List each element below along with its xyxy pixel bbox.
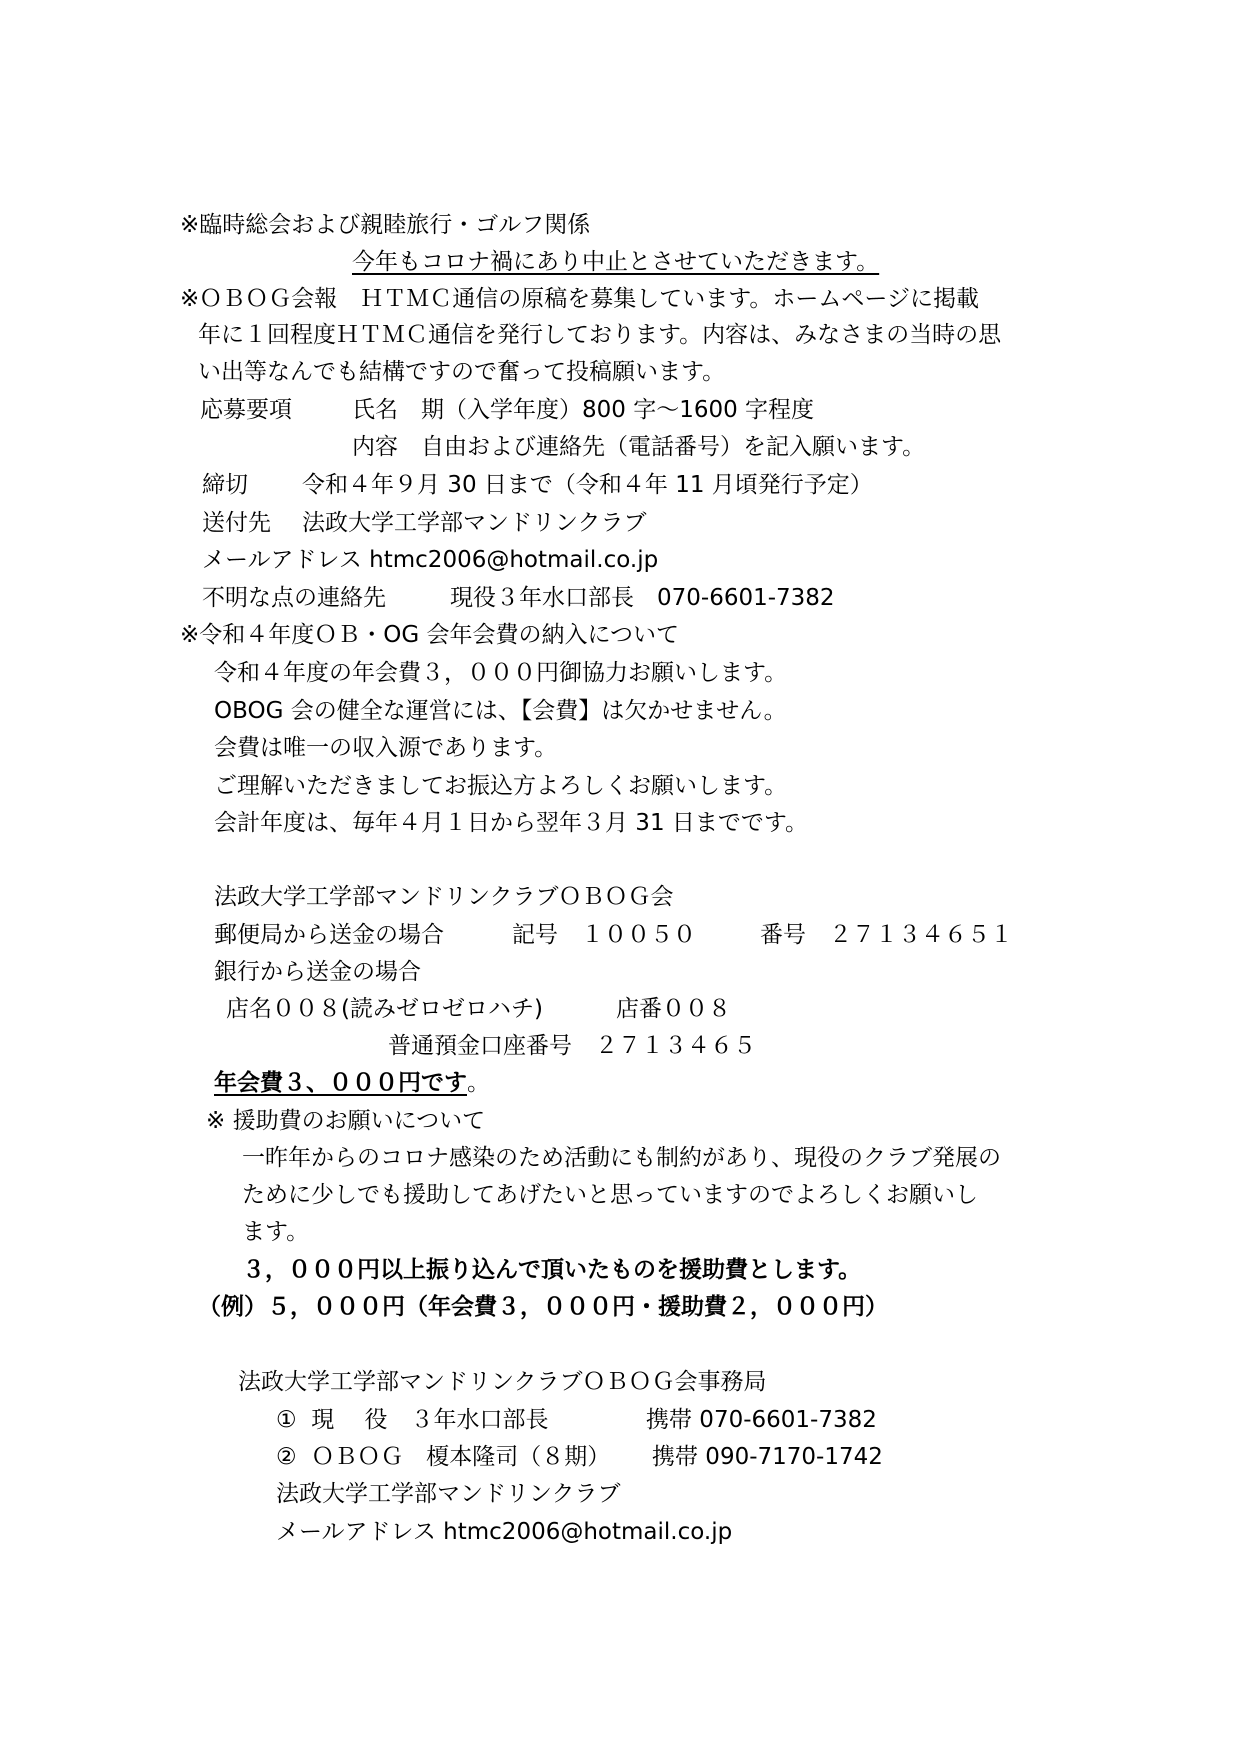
send-to-label: 送付先 [202,510,271,536]
office-club: 法政大学工学部マンドリンクラブ [276,1481,621,1507]
branch-name: 店名００８(読みゼロゼロハチ) [226,996,543,1022]
account-number: 普通預金口座番号 ２７１３４６５ [388,1033,756,1059]
newsletter-body-line1: 年に１回程度ＨＴＭＣ通信を発行しております。内容は、みなさまの当時の思 [198,322,1002,348]
fee-line5: 会計年度は、毎年４月１日から翌年３月 31 日までです。 [214,810,809,836]
deadline: 令和４年９月 30 日まで（令和４年 11 月頃発行予定） [302,472,873,498]
support-example: （例）５，０００円（年会費３，０００円・援助費２，０００円） [198,1294,888,1320]
requirements-name: 氏名 期（入学年度）800 字～1600 字程度 [352,397,815,423]
support-line2: ために少しでも援助してあげたいと思っていますのでよろしくお願いし [242,1182,978,1208]
notice-heading-meeting: ※臨時総会および親睦旅行・ゴルフ関係 [180,212,591,238]
fee-amount-text: 年会費３、０００円です [214,1070,467,1096]
office-contact1-phone: 携帯 070-6601-7382 [646,1407,877,1433]
office-email: メールアドレス htmc2006@hotmail.co.jp [276,1519,733,1545]
support-rule: ３，０００円以上振り込んで頂いたものを援助費とします。 [242,1257,862,1283]
send-to: 法政大学工学部マンドリンクラブ [302,510,647,536]
office-contact1-role: ① 現 役 ３年水口部長 [276,1407,549,1433]
requirements-label: 応募要項 [200,397,292,423]
post-symbol: 記号 １００５０ [512,922,696,948]
fee-amount-note [214,1068,490,1098]
office-contact2-phone: 携帯 090-7170-1742 [652,1444,883,1470]
newsletter-body-line2: い出等なんでも結構ですので奮って投稿願います。 [198,359,726,385]
fee-line3: 会費は唯一の収入源であります。 [214,735,558,761]
newsletter-email: メールアドレス htmc2006@hotmail.co.jp [202,547,659,573]
notice-heading-newsletter: ※ＯＢＯＧ会報 ＨＴＭＣ通信の原稿を募集しています。ホームページに掲載 [180,286,979,312]
notice-heading-fee: ※令和４年度ＯＢ・OG 会年会費の納入について [180,622,680,648]
support-line1: 一昨年からのコロナ感染のため活動にも制約があり、現役のクラブ発展の [242,1145,1001,1171]
fee-amount-period: 。 [467,1070,490,1096]
fee-line2: OBOG 会の健全な運営には、【会費】は欠かせません。 [214,698,787,724]
fee-line1: 令和４年度の年会費３，０００円御協力お願いします。 [214,660,788,686]
contact-info: 現役３年水口部長 070-6601-7382 [450,585,835,611]
deadline-label: 締切 [202,472,248,498]
post-label: 郵便局から送金の場合 [214,922,444,948]
support-heading: ※ 援助費のお願いについて [206,1108,486,1134]
requirements-content: 内容 自由および連絡先（電話番号）を記入願います。 [352,434,926,460]
contact-label: 不明な点の連絡先 [202,585,386,611]
account-name: 法政大学工学部マンドリンクラブＯＢＯＧ会 [214,884,674,910]
support-line3: ます。 [242,1219,310,1245]
fee-line4: ご理解いただきましてお振込方よろしくお願いします。 [214,773,788,799]
office-contact2-role: ② ＯＢＯＧ 榎本隆司（８期） [276,1444,611,1470]
bank-label: 銀行から送金の場合 [214,959,421,985]
office-title: 法政大学工学部マンドリンクラブＯＢＯＧ会事務局 [238,1369,767,1395]
cancel-notice: 今年もコロナ禍にあり中止とさせていただきます。 [352,249,880,275]
branch-number: 店番００８ [616,996,731,1022]
post-number: 番号 ２７１３４６５１ [760,922,1013,948]
